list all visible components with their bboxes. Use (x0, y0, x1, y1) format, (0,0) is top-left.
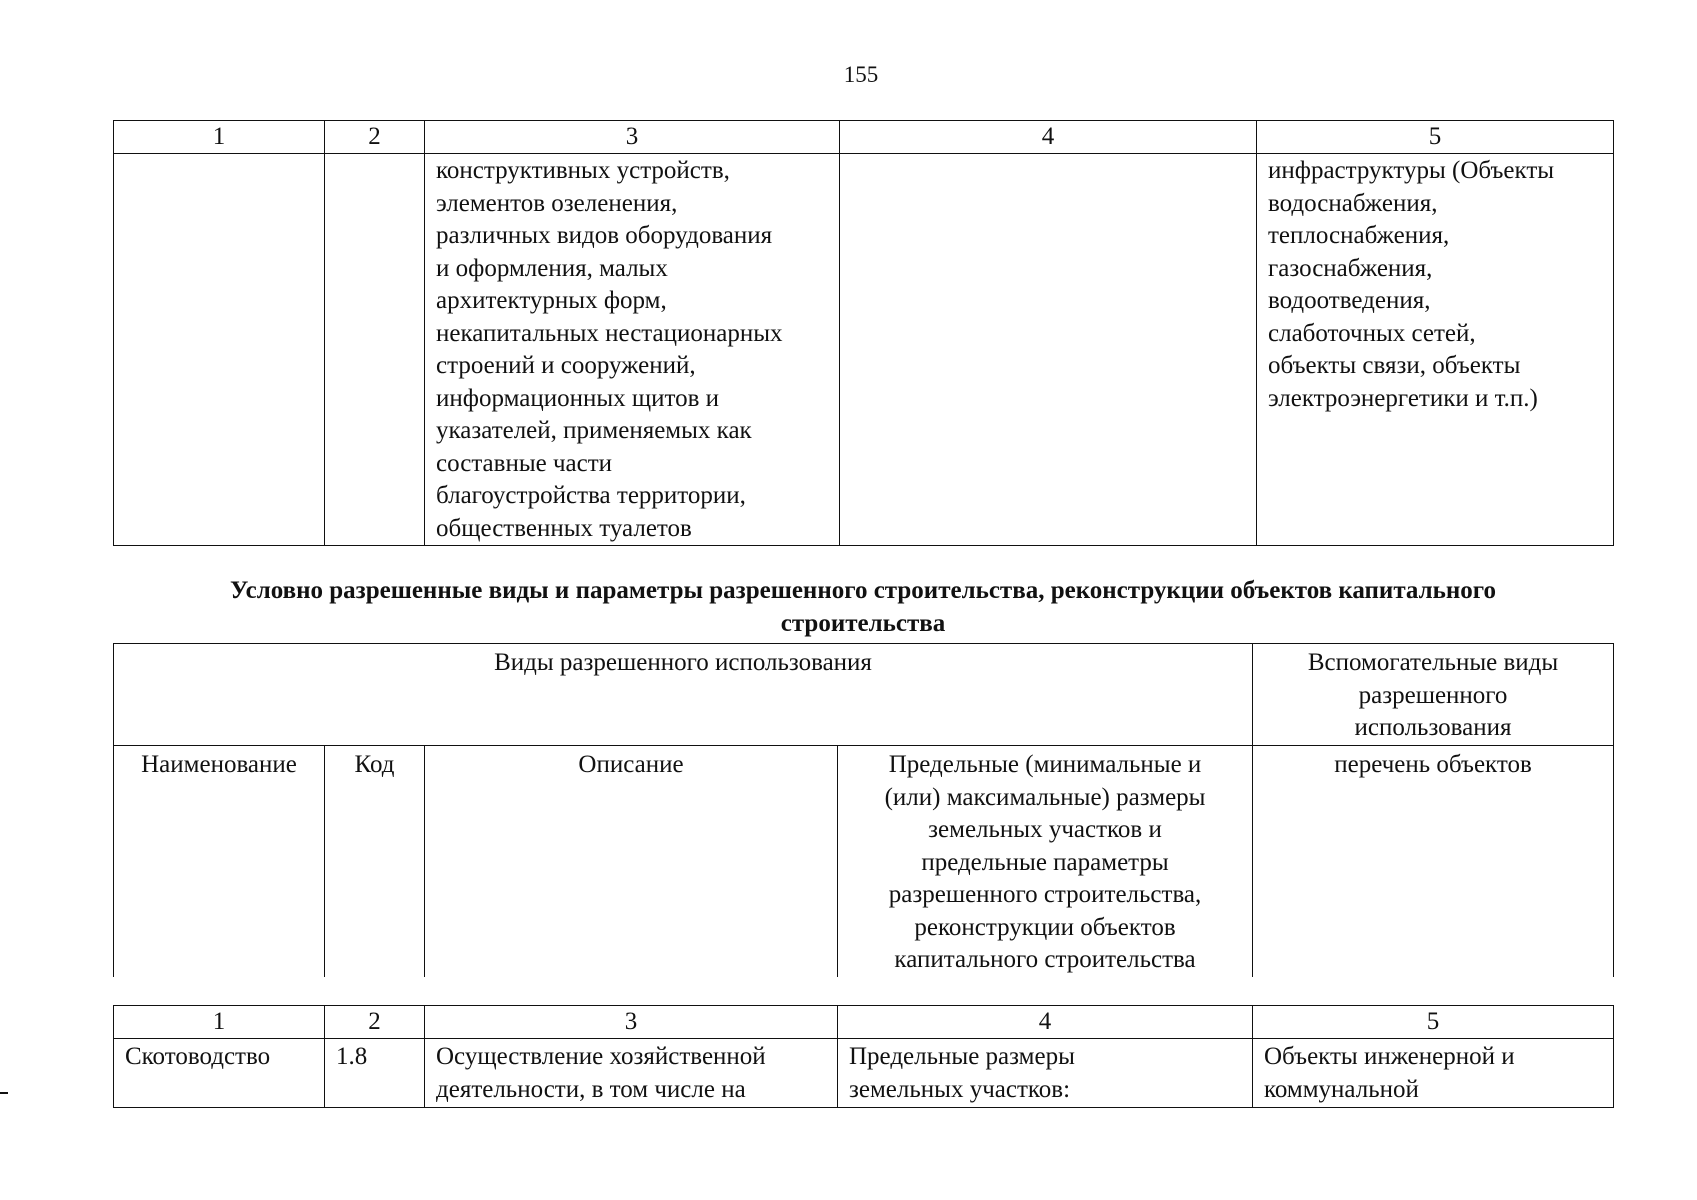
column-number-row (114, 1006, 1614, 1039)
text-line: электроэнергетики и т.п.) (1268, 384, 1538, 412)
column-number: 4 (838, 1006, 1253, 1039)
text-line: водоотведения, (1268, 287, 1431, 314)
column-number: 1 (114, 121, 325, 154)
column-number: 4 (840, 121, 1257, 154)
text-line: различных видов оборудования (436, 222, 773, 249)
column-number: 2 (325, 1006, 425, 1039)
code-cell (325, 154, 425, 546)
text-line: реконструкции объектов (914, 913, 1176, 941)
text-line: объекты связи, объекты (1268, 352, 1521, 379)
code-header: Код (325, 746, 425, 978)
text-line: архитектурных форм, (436, 287, 667, 314)
text-line: использования (1354, 714, 1512, 741)
text-line: земельных участков и (928, 816, 1162, 843)
table-row (114, 1039, 1614, 1108)
page-number: 155 (843, 62, 879, 87)
description-cell (425, 1039, 838, 1108)
description-cell (425, 154, 840, 546)
margin-mark (0, 1092, 8, 1094)
text-line: инфраструктуры (Объекты (1268, 157, 1555, 184)
text-line: строений и сооружений, (436, 352, 696, 379)
header-table (113, 643, 1614, 977)
description-header: Описание (425, 746, 838, 978)
text-line: коммунальной (1264, 1075, 1419, 1103)
text-line: теплоснабжения, (1268, 222, 1450, 249)
text-line: капитального строительства (894, 946, 1196, 973)
limits-cell (840, 154, 1257, 546)
limits-header (838, 746, 1253, 978)
text-line: разрешенного строительства, (888, 881, 1202, 908)
text-line: Предельные размеры (849, 1043, 1075, 1070)
header-row (114, 746, 1614, 978)
text-line: разрешенного (1358, 681, 1508, 709)
column-number: 3 (425, 1006, 838, 1039)
limits-cell (838, 1039, 1253, 1108)
objects-list-header: перечень объектов (1253, 746, 1614, 978)
column-number: 1 (114, 1006, 325, 1039)
auxiliary-cell (1257, 154, 1614, 546)
text-line: конструктивных устройств, (436, 157, 730, 184)
text-line: Осуществление хозяйственной (436, 1043, 766, 1070)
section-heading (113, 574, 1613, 640)
text-line: (или) максимальные) размеры (884, 783, 1206, 811)
text-line: некапитальных нестационарных (436, 319, 783, 347)
code-cell: 1.8 (325, 1039, 425, 1108)
text-line: предельные параметры (921, 848, 1169, 876)
data-table (113, 1005, 1614, 1108)
name-header: Наименование (114, 746, 325, 978)
text-line: общественных туалетов (436, 514, 692, 542)
heading-line: Условно разрешенные виды и параметры разрешенного строительства, реконструкции объектов капитального (229, 577, 1497, 604)
column-number: 5 (1253, 1006, 1614, 1039)
text-line: земельных участков: (849, 1075, 1071, 1103)
name-cell (114, 154, 325, 546)
column-number: 5 (1257, 121, 1614, 154)
auxiliary-cell (1253, 1039, 1614, 1108)
column-number: 3 (425, 121, 840, 154)
table-row (114, 154, 1614, 546)
permitted-uses-header: Виды разрешенного использования (114, 644, 1253, 746)
text-line: Объекты инженерной и (1264, 1043, 1515, 1070)
name-cell: Скотоводство (114, 1039, 325, 1108)
text-line: информационных щитов и (436, 384, 720, 412)
auxiliary-uses-header (1253, 644, 1614, 746)
text-line: слаботочных сетей, (1268, 319, 1476, 347)
text-line: Вспомогательные виды (1307, 649, 1559, 676)
text-line: указателей, применяемых как (436, 417, 752, 444)
continued-table (113, 120, 1614, 546)
text-line: деятельности, в том числе на (436, 1075, 746, 1103)
text-line: водоснабжения, (1268, 189, 1438, 217)
text-line: составные части (436, 449, 613, 477)
text-line: элементов озеленения, (436, 189, 678, 217)
text-line: благоустройства территории, (436, 482, 746, 509)
text-line: и оформления, малых (436, 254, 668, 282)
column-number-row (114, 121, 1614, 154)
heading-line: строительства (780, 610, 946, 637)
text-line: Предельные (минимальные и (888, 751, 1202, 778)
header-row (114, 644, 1614, 746)
column-number: 2 (325, 121, 425, 154)
text-line: газоснабжения, (1268, 254, 1433, 282)
